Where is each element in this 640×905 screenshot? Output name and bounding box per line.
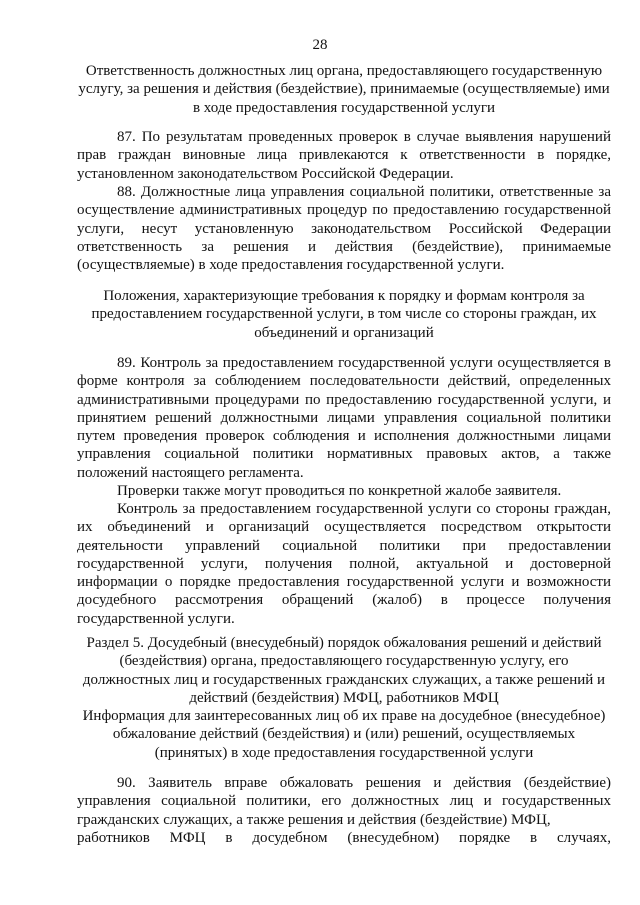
paragraph-88: 88. Должностные лица управления социальной политики, ответственные за осуществление административных процедур по предоставлению государственной услуги, несут установленную законодательством Российской Федерации ответственность за решения и действия (бездействие), принимаемые (осуществляемые) в ходе предоставления государственной услуги. (77, 184, 611, 274)
info-heading-line-1: Информация для заинтересованных лиц об их праве на досудебное (внесудебное) (82, 708, 606, 725)
page-number: 28 (312, 37, 328, 53)
paragraph-citizen-control: Контроль за предоставлением государственной услуги со стороны граждан, их объединений и организаций осуществляется посредством открытости деятельности управлений социальной политики при предоставлении государственной услуги, получения полной, актуальной и достоверной информации о порядке предоставления государственной услуги и возможности досудебного рассмотрения обращений (жалоб) в процессе получения государственной услуги. (77, 501, 611, 627)
paragraph-90-main: 90. Заявитель вправе обжаловать решения и действия (бездействие) управления социальной политики, его должностных лиц и государственных гражданских служащих, а также решения и действия (бездействие) МФЦ, (77, 775, 611, 828)
info-heading-line-2: обжалование действий (бездействия) и (или) решений, осуществляемых (112, 726, 576, 743)
info-heading-line-3: (принятых) в ходе предоставления государственной услуги (154, 744, 534, 761)
section-5-heading-line-3: должностных лиц и государственных гражданских служащих, а также решений и (82, 671, 606, 688)
section-5-heading-line-1: Раздел 5. Досудебный (внесудебный) порядок обжалования решений и действий (86, 635, 602, 651)
section-5-heading-line-2: (бездействия) органа, предоставляющего государственную услугу, его (119, 653, 569, 670)
section-heading-control: Положения, характеризующие требования к порядку и формам контроля за предоставлением государственной услуги, в том числе со стороны граждан, их объединений и организаций (91, 288, 597, 341)
paragraph-87: 87. По результатам проведенных проверок в случае выявления нарушений прав граждан виновные лица привлекаются к ответственности в порядке, установленном законодательством Российской Федерации. (77, 129, 611, 182)
section-5-heading-line-4: действий (бездействия) МФЦ, работников МФЦ (189, 689, 499, 706)
paragraph-89: 89. Контроль за предоставлением государственной услуги осуществляется в форме контроля за соблюдением последовательности действий, определенных административными процедурами по предоставлению государственной услуги, и принятием решений должностными лицами управления социальной политики путем проведения проверок соблюдения и исполнения должностными лицами управления социальной политики нормативных правовых актов, а также положений настоящего регламента. (77, 355, 611, 481)
section-heading-responsibility: Ответственность должностных лиц органа, предоставляющего государственную услугу, за решения и действия (бездействие), принимаемые (осуществляемые) ими в ходе предоставления государственной услуги (78, 63, 610, 116)
paragraph-checks: Проверки также могут проводиться по конкретной жалобе заявителя. (117, 483, 562, 499)
paragraph-90-last-line: работников МФЦ в досудебном (внесудебном) порядке в случаях, (77, 830, 611, 846)
paragraph-90 (77, 774, 611, 829)
section-5-heading (77, 634, 611, 762)
